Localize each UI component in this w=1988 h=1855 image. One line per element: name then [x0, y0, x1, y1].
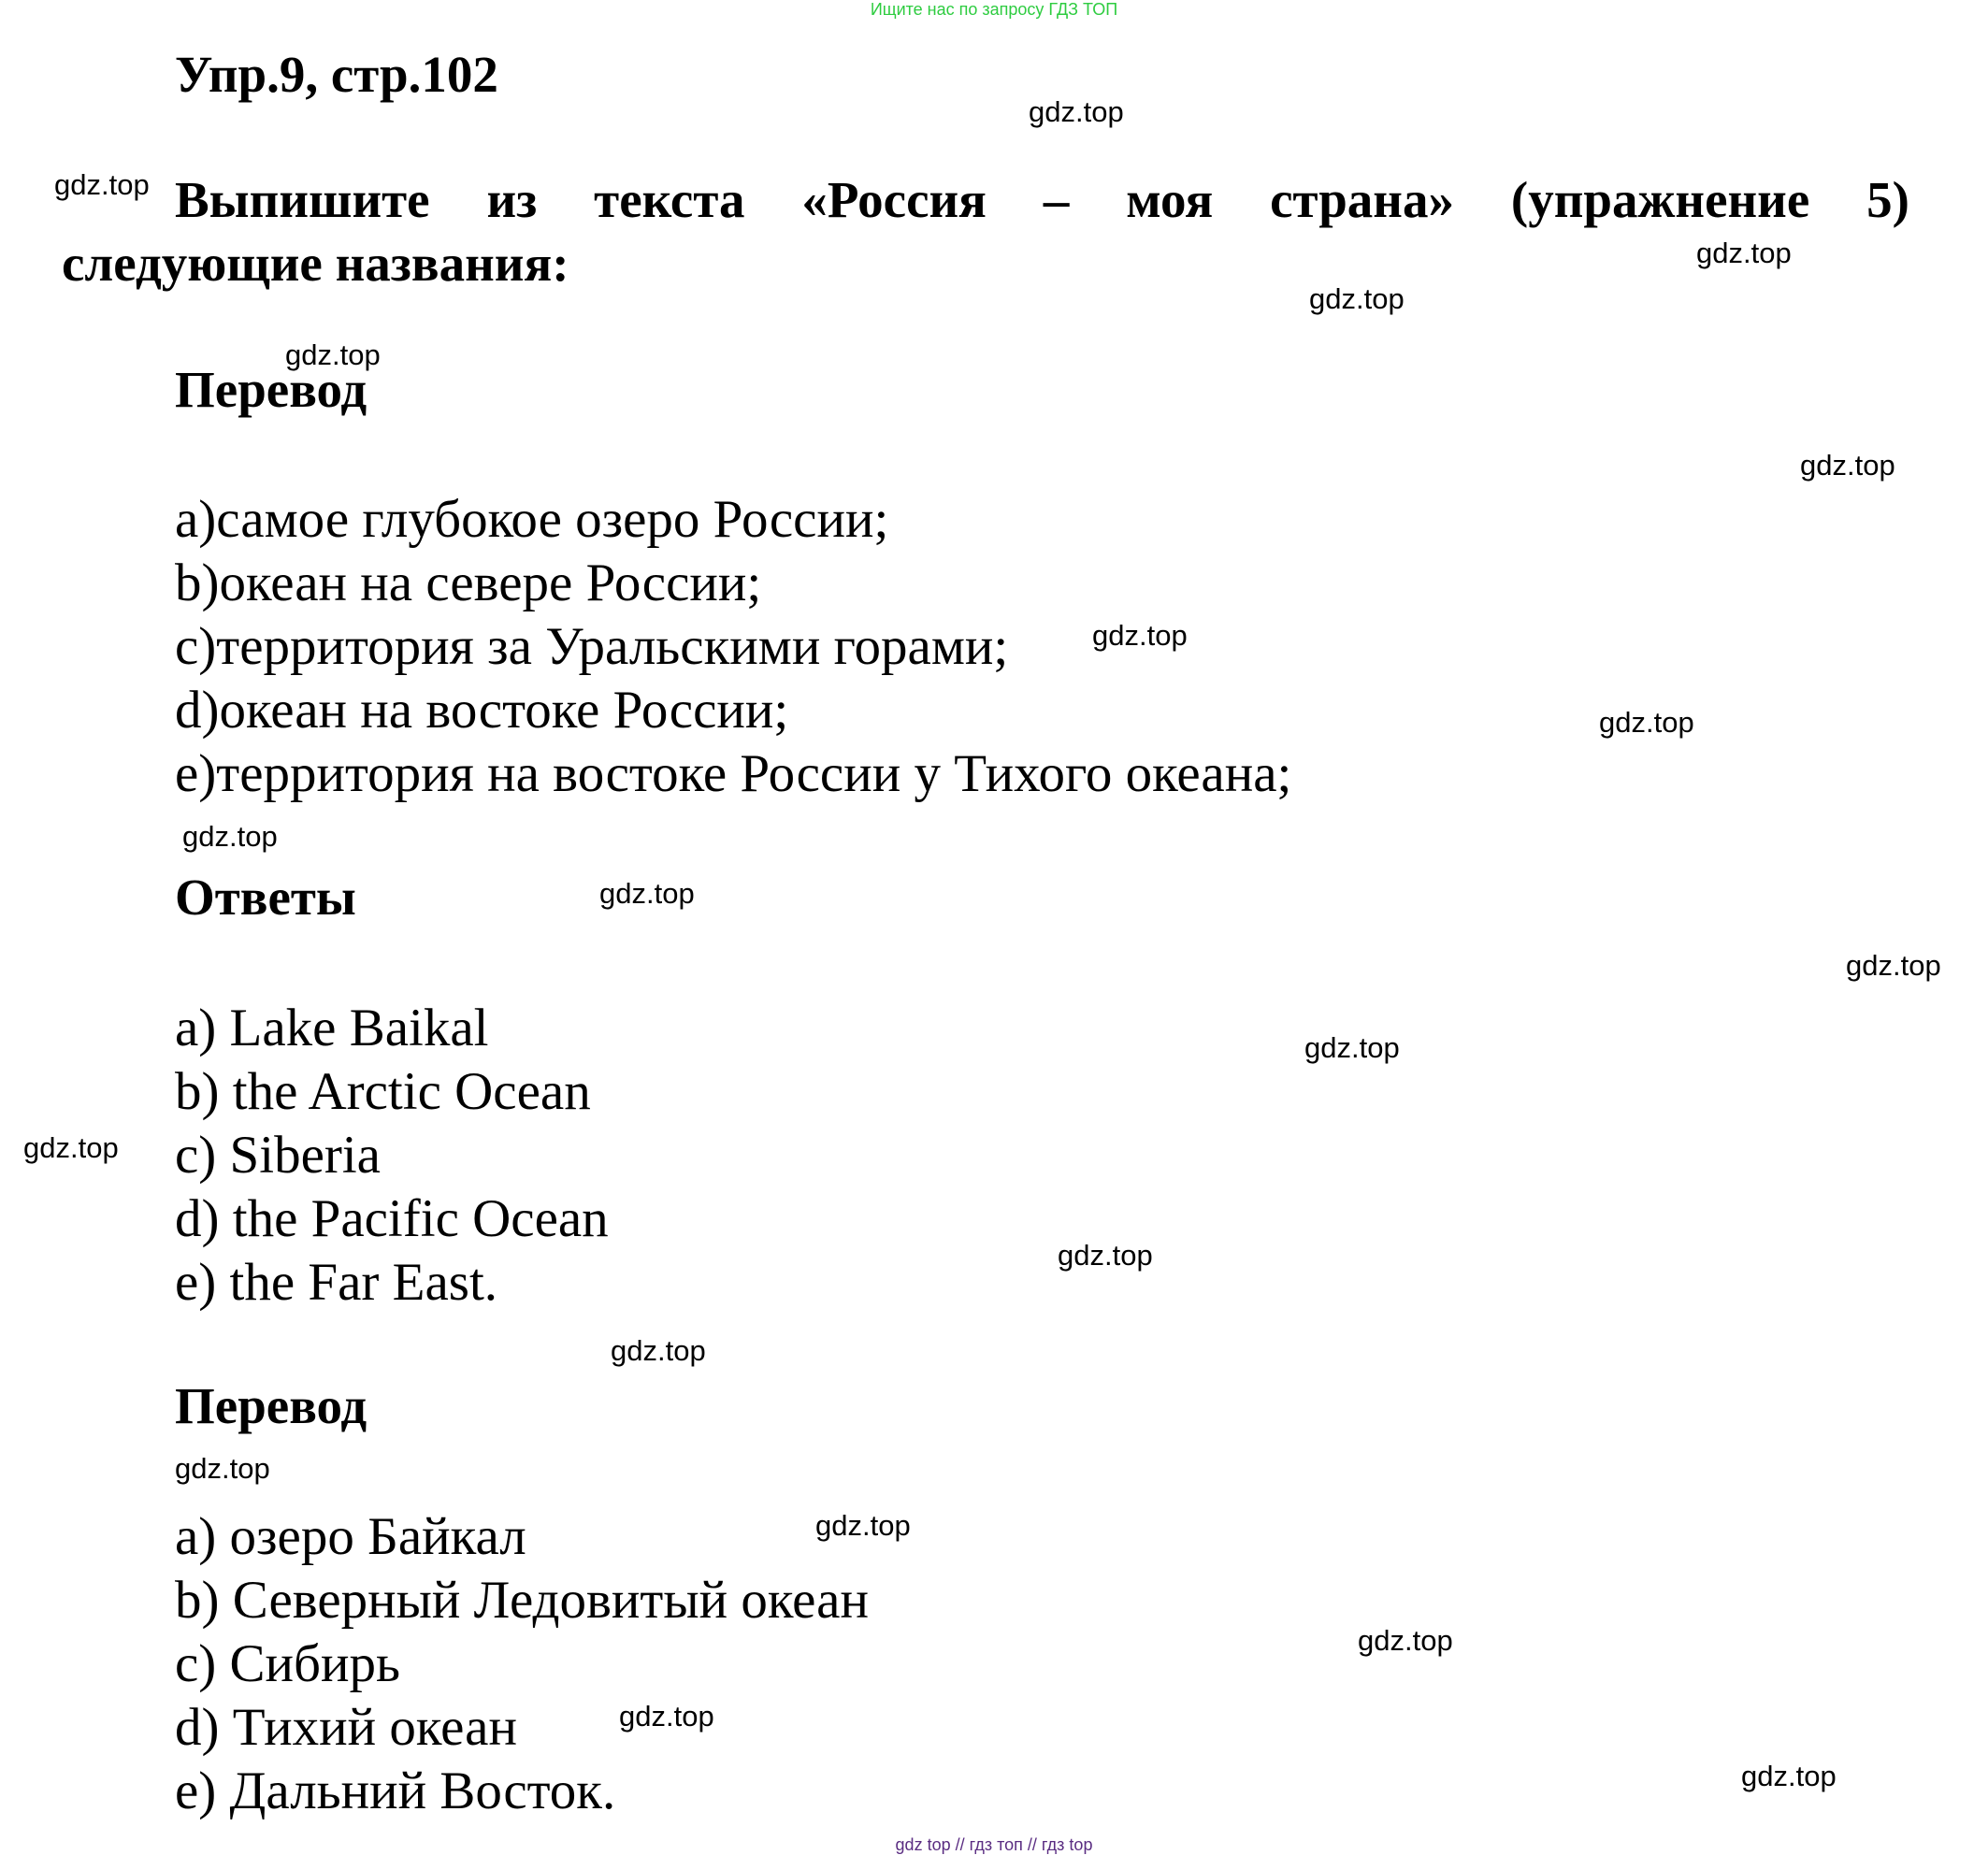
- watermark: gdz.top: [182, 820, 278, 853]
- list-item: d) Тихий океан: [175, 1698, 517, 1757]
- list-item: c)территория за Уральскими горами;: [175, 617, 1009, 676]
- page-title: Упр.9, стр.102: [175, 46, 498, 103]
- list-item: e) the Far East.: [175, 1253, 498, 1312]
- section-heading-translation: Перевод: [175, 361, 367, 418]
- list-item: b) Северный Ледовитый океан: [175, 1571, 869, 1630]
- task-instruction: [62, 168, 1909, 295]
- watermark: gdz.top: [1358, 1624, 1453, 1657]
- watermark: gdz.top: [1092, 619, 1188, 652]
- watermark: gdz.top: [1800, 449, 1895, 482]
- top-banner: Ищите нас по запросу ГДЗ ТОП: [870, 0, 1118, 19]
- list-item: d)океан на востоке России;: [175, 681, 789, 740]
- watermark: gdz.top: [1846, 949, 1941, 982]
- list-item: d) the Pacific Ocean: [175, 1189, 609, 1248]
- list-item: a) Lake Baikal: [175, 999, 489, 1057]
- watermark: gdz.top: [1696, 237, 1792, 269]
- watermark: gdz.top: [23, 1131, 119, 1164]
- watermark: gdz.top: [599, 877, 695, 910]
- watermark: gdz.top: [1309, 282, 1405, 315]
- watermark: gdz.top: [175, 1452, 270, 1485]
- section-heading-translation-2: Перевод: [175, 1377, 367, 1434]
- list-item: b) the Arctic Ocean: [175, 1062, 591, 1121]
- answers-list: [175, 997, 609, 1315]
- watermark: gdz.top: [1599, 706, 1694, 739]
- watermark: gdz.top: [285, 338, 381, 371]
- translation-answers-list: [175, 1505, 869, 1823]
- watermark: gdz.top: [54, 168, 150, 201]
- task-line-2: следующие названия:: [62, 235, 569, 292]
- task-line-1: Выпишите из текста «Россия – моя страна» (упражнение 5): [175, 171, 1909, 228]
- bottom-banner: gdz top // гдз топ // гдз top: [895, 1835, 1093, 1854]
- list-item: a)самое глубокое озеро России;: [175, 490, 889, 549]
- watermark: gdz.top: [1058, 1239, 1153, 1272]
- watermark: gdz.top: [619, 1700, 714, 1733]
- list-item: e)территория на востоке России у Тихого океана;: [175, 744, 1292, 803]
- watermark: gdz.top: [611, 1334, 706, 1367]
- section-heading-answers: Ответы: [175, 869, 356, 926]
- watermark: gdz.top: [815, 1509, 911, 1542]
- list-item: c) Siberia: [175, 1126, 381, 1185]
- watermark: gdz.top: [1029, 95, 1124, 128]
- list-item: c) Сибирь: [175, 1634, 401, 1693]
- watermark: gdz.top: [1741, 1760, 1837, 1792]
- list-item: b)океан на севере России;: [175, 554, 762, 612]
- watermark: gdz.top: [1304, 1031, 1400, 1064]
- list-item: a) озеро Байкал: [175, 1507, 526, 1566]
- list-item: e) Дальний Восток.: [175, 1762, 616, 1820]
